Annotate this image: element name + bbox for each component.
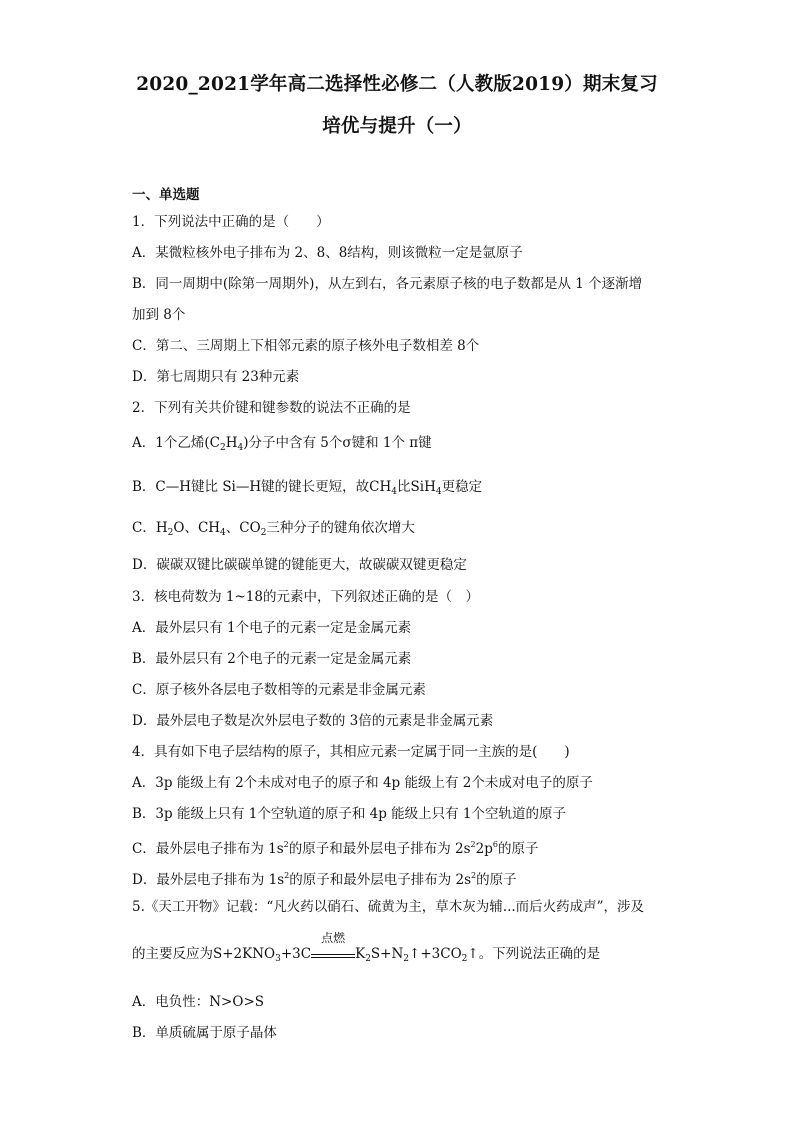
q3-stem: 3．核电荷数为 1~18的元素中，下列叙述正确的是（ ） bbox=[132, 589, 479, 605]
q2-stem: 2．下列有关共价键和键参数的说法不正确的是 bbox=[132, 400, 411, 416]
q4-d-mid: 的原子和最外层电子排布为 2s bbox=[289, 872, 472, 888]
q4-option-a: A．3p 能级上有 2个未成对电子的原子和 4p 能级上有 2个未成对电子的原子 bbox=[132, 775, 593, 791]
q5-eq-r1: K bbox=[355, 946, 366, 962]
equals-sign-icon bbox=[311, 954, 355, 958]
q5-eq-r1-sub: 2 bbox=[365, 954, 371, 964]
q1-stem: 1．下列说法中正确的是（ ） bbox=[132, 214, 330, 230]
q1-option-c: C．第二、三周期上下相邻元素的原子核外电子数相差 8个 bbox=[132, 338, 480, 354]
q2-a-suffix: )分子中含有 5个σ键和 1个 π键 bbox=[243, 435, 432, 451]
q2-c-suffix: 三种分子的键角依次增大 bbox=[266, 520, 415, 536]
q2-c-co: CO bbox=[239, 520, 261, 536]
q2-c-sep2: 、 bbox=[225, 520, 240, 536]
q4-d-sup1: 2 bbox=[284, 871, 290, 880]
q2-c-h-sub: 2 bbox=[167, 528, 174, 538]
q5-equation bbox=[213, 931, 479, 964]
q1-option-b-line2: 加到 8个 bbox=[132, 307, 186, 323]
q2-a-prefix: A．1个乙烯( bbox=[132, 435, 210, 451]
q4-option-d bbox=[132, 866, 517, 890]
q5-stem-suffix: 。下列说法正确的是 bbox=[478, 946, 601, 962]
q2-a-h: H bbox=[225, 435, 238, 451]
q4-d-suffix: 的原子 bbox=[476, 872, 517, 888]
page-title-line-1: 2020_2021学年高二选择性必修二（人教版2019）期末复习 bbox=[136, 74, 658, 95]
q2-b-sih-sub: 4 bbox=[435, 487, 442, 497]
q2-a-sub1: 2 bbox=[219, 443, 226, 453]
q2-option-b bbox=[132, 477, 482, 502]
q5-eq-r3: ↑+3CO bbox=[409, 946, 462, 962]
q5-eq-r2: S+N bbox=[370, 946, 404, 962]
q5-option-a: A．电负性：N>O>S bbox=[132, 994, 265, 1010]
q4-stem: 4．具有如下电子层结构的原子，其相应元素一定属于同一主族的是( ) bbox=[132, 744, 570, 760]
reaction-condition: 点燃 bbox=[321, 931, 346, 945]
q3-option-a: A．最外层只有 1个电子的元素一定是金属元素 bbox=[132, 620, 412, 636]
q4-d-sup2: 2 bbox=[471, 871, 477, 880]
q5-eq-r3-sub: 2 bbox=[461, 954, 468, 964]
q5-stem-line2 bbox=[132, 931, 601, 969]
q2-c-ch: CH bbox=[197, 520, 221, 536]
q2-option-a bbox=[132, 433, 432, 458]
q2-c-o: O bbox=[173, 520, 185, 536]
q2-c-sep1: 、 bbox=[184, 520, 198, 536]
q2-b-prefix: B．C—H键比 Si—H键的键长更短，故 bbox=[132, 479, 370, 495]
q5-eq-left2: +3C bbox=[280, 946, 312, 962]
q4-c-sup2: 2 bbox=[470, 840, 476, 849]
q5-eq-r4: ↑ bbox=[467, 946, 479, 962]
q1-option-a: A．某微粒核外电子排布为 2、8、8结构，则该微粒一定是氩原子 bbox=[132, 245, 523, 261]
q3-option-c: C．原子核外各层电子数相等的元素是非金属元素 bbox=[132, 682, 426, 698]
section-heading: 一、单选题 bbox=[132, 187, 200, 203]
q4-c-sup1: 2 bbox=[283, 840, 289, 849]
q5-stem-prefix: 的主要反应为 bbox=[132, 946, 213, 962]
q4-option-c bbox=[132, 835, 538, 859]
q5-eq-left: S+2KNO bbox=[213, 946, 276, 962]
q1-option-b-line1: B．同一周期中(除第一周期外)，从左到右，各元素原子核的电子数都是从 1 个逐渐增 bbox=[132, 276, 643, 292]
q2-b-mid: 比 bbox=[397, 479, 411, 495]
q2-b-ch: CH bbox=[369, 479, 392, 495]
q1-option-d: D．第七周期只有 23种元素 bbox=[132, 369, 300, 385]
q5-option-b: B．单质硫属于原子晶体 bbox=[132, 1025, 277, 1041]
q5-eq-r2-sub: 2 bbox=[403, 954, 410, 964]
q2-a-sub2: 4 bbox=[237, 443, 244, 453]
q5-stem-line1: 5.《天工开物》记载：“凡火药以硝石、硫黄为主，草木灰为辅...而后火药成声”，涉及 bbox=[132, 899, 645, 915]
q5-eq-left-sub: 3 bbox=[275, 954, 281, 964]
q2-c-h: H bbox=[155, 520, 168, 536]
q4-c-sup3: 6 bbox=[492, 840, 498, 849]
q4-c-prefix: C．最外层电子排布为 1s bbox=[132, 841, 284, 857]
q2-a-c: C bbox=[209, 435, 220, 451]
q2-c-prefix: C． bbox=[132, 520, 156, 536]
q2-b-ch-sub: 4 bbox=[391, 487, 397, 497]
page-title-line-2: 培优与提升（一） bbox=[322, 116, 472, 137]
q2-c-co-sub: 2 bbox=[260, 528, 267, 538]
q2-option-c bbox=[132, 518, 415, 543]
q3-option-d: D．最外层电子数是次外层电子数的 3倍的元素是非金属元素 bbox=[132, 713, 494, 729]
q2-c-ch-sub: 4 bbox=[220, 528, 226, 538]
q4-d-prefix: D．最外层电子排布为 1s bbox=[132, 872, 285, 888]
q4-option-b: B．3p 能级上只有 1个空轨道的原子和 4p 能级上只有 1个空轨道的原子 bbox=[132, 806, 567, 822]
q4-c-mid: 的原子和最外层电子排布为 2s bbox=[288, 841, 471, 857]
reaction-arrow bbox=[311, 931, 355, 958]
q3-option-b: B．最外层只有 2个电子的元素一定是金属元素 bbox=[132, 651, 412, 667]
q4-c-suffix: 的原子 bbox=[497, 841, 539, 857]
q4-c-mid2: 2p bbox=[475, 841, 493, 857]
q2-b-sih: SiH bbox=[410, 479, 436, 495]
q2-option-d: D．碳碳双键比碳碳单键的键能更大，故碳碳双键更稳定 bbox=[132, 557, 467, 573]
q2-b-suffix: 更稳定 bbox=[441, 479, 483, 495]
